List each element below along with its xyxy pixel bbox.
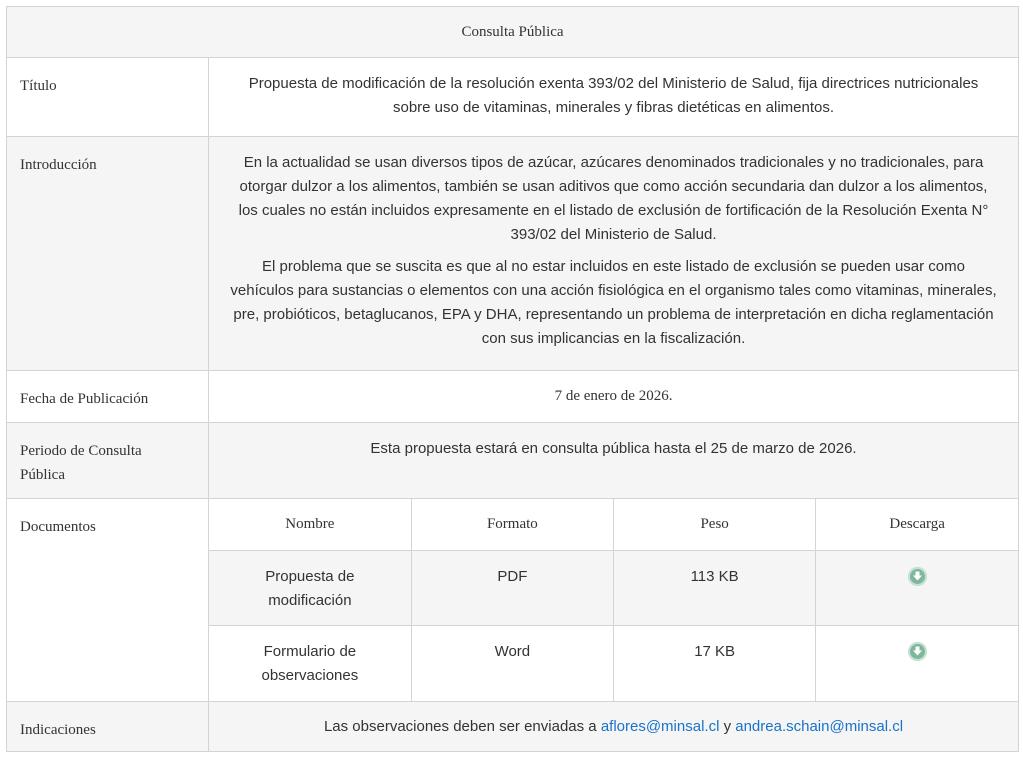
document-download-cell	[816, 626, 1018, 701]
indicaciones-joiner: y	[723, 717, 732, 735]
document-size: 113 KB	[614, 551, 816, 626]
periodo-label: Periodo de Consulta Pública	[20, 443, 142, 483]
download-icon[interactable]	[908, 567, 927, 586]
indicaciones-value-cell	[209, 701, 1019, 751]
fecha-value: 7 de enero de 2026.	[554, 388, 673, 404]
document-format: PDF	[411, 551, 613, 626]
periodo-row	[7, 423, 1019, 499]
fecha-label: Fecha de Publicación	[20, 391, 149, 407]
fecha-value-cell	[209, 371, 1019, 423]
periodo-value-cell	[209, 423, 1019, 499]
introduccion-paragraph-1: En la actualidad se usan diversos tipos de azúcar, azúcares denominados tradicionales y no tradicionales, para otorgar dulzor a los alimentos, también se usan aditivos que como acción secundaria dan dulzor a los alimentos, los cuales no están incluidos expresamente en el listado de exclusión de fortificación de la Resolución Exenta N° 393/02 del Ministerio de Salud.	[238, 154, 989, 243]
column-header-formato: Formato	[411, 499, 613, 551]
documents-table	[209, 499, 1018, 701]
introduccion-label-cell	[7, 137, 209, 371]
email-link-schain[interactable]: andrea.schain@minsal.cl	[735, 717, 904, 735]
document-format: Word	[411, 626, 613, 701]
titulo-value: Propuesta de modificación de la resolución exenta 393/02 del Ministerio de Salud, fija directrices nutricionales sobre uso de vitaminas, minerales y fibras dietéticas en alimentos.	[248, 75, 979, 116]
documents-header-row	[209, 499, 1018, 551]
header-row	[7, 7, 1019, 58]
fecha-row	[7, 371, 1019, 423]
email-link-aflores[interactable]: aflores@minsal.cl	[600, 717, 720, 735]
documentos-row	[7, 499, 1019, 702]
periodo-label-cell	[7, 423, 209, 499]
titulo-label-cell	[7, 58, 209, 137]
indicaciones-label-cell	[7, 701, 209, 751]
indicaciones-prefix: Las observaciones deben ser enviadas a	[323, 717, 597, 735]
fecha-label-cell	[7, 371, 209, 423]
document-download-cell	[816, 551, 1018, 626]
column-header-nombre: Nombre	[209, 499, 411, 551]
table-row	[209, 626, 1018, 701]
document-name-text: Propuesta de modificación	[265, 568, 355, 609]
introduccion-row	[7, 137, 1019, 371]
introduccion-text	[209, 137, 1018, 370]
consulta-publica-table	[6, 6, 1019, 752]
column-header-peso: Peso	[614, 499, 816, 551]
indicaciones-row	[7, 701, 1019, 751]
table-row	[209, 551, 1018, 626]
documentos-label-cell	[7, 499, 209, 702]
introduccion-label: Introducción	[20, 157, 97, 173]
periodo-value: Esta propuesta estará en consulta pública hasta el 25 de marzo de 2026.	[370, 440, 857, 457]
introduccion-value-cell	[209, 137, 1019, 371]
indicaciones-label: Indicaciones	[20, 721, 96, 738]
introduccion-paragraph-2: El problema que se suscita es que al no estar incluidos en este listado de exclusión se pueden usar como vehículos para sustancias o elementos con una acción fisiológica en el organismo tales como vitaminas, minerales, pre, probióticos, betaglucanos, EPA y DHA, representando un problema de interpretación en dicha reglamentación con sus implicancias en la fiscalización.	[230, 258, 997, 347]
documentos-label: Documentos	[20, 519, 96, 535]
documentos-value-cell	[209, 499, 1019, 702]
table-header: Consulta Pública	[7, 7, 1019, 58]
titulo-value-cell	[209, 58, 1019, 137]
document-name	[209, 626, 411, 701]
titulo-label: Título	[20, 78, 57, 94]
indicaciones-value	[209, 702, 1018, 751]
column-header-descarga: Descarga	[816, 499, 1018, 551]
document-name	[209, 551, 411, 626]
document-size: 17 KB	[614, 626, 816, 701]
titulo-row	[7, 58, 1019, 137]
download-icon[interactable]	[908, 642, 927, 661]
document-name-text: Formulario de observaciones	[261, 643, 359, 684]
